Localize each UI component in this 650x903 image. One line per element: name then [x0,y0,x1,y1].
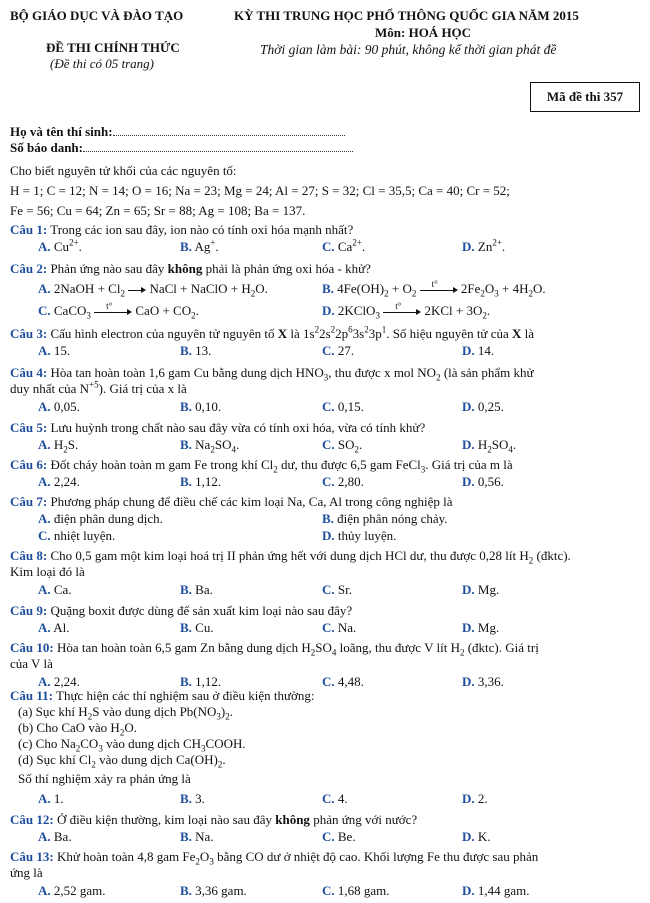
question-5: Câu 5: Lưu huỳnh trong chất nào sau đây vừa có tính oxi hóa, vừa có tính khử? A. $H_2S$. B. $Na_2SO_4$. C. $SO_2$. D. $H_2SO_4$. [10,420,517,455]
question-1: Câu 1: Trong các ion sau đây, ion nào có tính oxi hóa mạnh nhất? A. $Cu^{2+}$. B. Ag+. C. $Ca^{2+}$. D. $Zn^{2+}$. [10,222,506,254]
question-4: Câu 4: Hòa tan hoàn toàn 1,6 gam Cu bằng dung dịch $HNO_3$, thu được x mol $NO_2$ (là sản phẩm khử duy nhất của $N^{+5}$). Giá trị của x là A. 0,05. B. 0,10. C. 0,15. D. 0,25. [10,365,534,414]
option-d: D. 1,44 gam. [462,883,530,898]
option-a: A. 2,24. [38,674,80,689]
option-d: D. 2. [462,791,488,806]
option-c: C. CaCO$_3$ t° CaO + $CO_2$. [38,301,199,321]
option-a: A. Ba. [38,829,72,844]
option-b: B. Ag+. [180,237,219,254]
option-a: A. $Cu^{2+}$. [38,237,82,254]
option-b: B. điện phân nóng chảy. [322,511,448,526]
option-c: C. Be. [322,829,356,844]
exam-time: Thời gian làm bài: 90 phút, không kể thời gian phát đề [260,42,557,57]
experiment-b: (b) Cho CaO vào $H_2O$. [18,720,137,738]
option-b: B. 3. [180,791,205,806]
option-b: B. Cu. [180,620,214,635]
option-c: C. $SO_2$. [322,437,363,455]
option-a: A. điện phân dung dịch. [38,511,163,526]
option-a: A. 1. [38,791,64,806]
exam-subject: Môn: HOÁ HỌC [375,25,472,40]
option-b: B. Ba. [180,582,213,597]
option-d: D. $H_2SO_4$. [462,437,517,455]
exam-title: KỲ THI TRUNG HỌC PHỔ THÔNG QUỐC GIA NĂM 2015 [234,8,579,23]
option-a: A. 2,24. [38,474,80,489]
option-c: C. $Ca^{2+}$. [322,237,366,254]
question-11: Câu 11: Thực hiện các thí nghiệm sau ở điều kiện thường: (a) Sục khí $H_2S$ vào dung dịch $Pb(NO_3)_2$. (b) Cho CaO vào $H_2O$. (c) Cho $Na_2CO_3$ vào dung dịch $CH_3COOH$. (d) Sục khí $Cl_2$ vào dung dịch $Ca(OH)_2$. Số thí nghiệm xảy ra phản ứng là A. 1. B. 3. C. 4. D. 2. [10,688,640,787]
question-8: Câu 8: Cho 0,5 gam một kim loại hoá trị II phản ứng hết với dung dịch HCl dư, thu được 0,28 lít $H_2$ (đktc). Kim loại đó là A. Ca. B. Ba. C. Sr. D. Mg. [10,548,571,597]
option-a: A. 0,05. [38,399,80,414]
question-9: Câu 9: Quặng boxit được dùng để sản xuất kim loại nào sau đây? A. Al. B. Cu. C. Na. D. Mg. [10,603,500,635]
official-label: ĐỀ THI CHÍNH THỨC [46,40,180,55]
option-a: A. $H_2S$. [38,437,79,455]
candidate-id-label: Số báo danh: [10,140,83,155]
candidate-name-line [10,124,345,140]
candidate-name-field[interactable] [113,125,345,136]
question-label: Câu 1: [10,222,48,237]
option-a: A. Ca. [38,582,72,597]
experiment-c: (c) Cho $Na_2CO_3$ vào dung dịch $CH_3COOH$. [18,736,246,754]
question-12: Câu 12: Ở điều kiện thường, kim loại nào sau đây không phản ứng với nước? A. Ba. B. Na. C. Be. D. K. [10,812,491,844]
option-d: D. K. [462,829,491,844]
atomic-mass-line-2: Fe = 56; Cu = 64; Zn = 65; Sr = 88; Ag = 108; Ba = 137. [10,203,306,218]
question-3: Câu 3: Cấu hình electron của nguyên tử nguyên tố X là $1s^22s^22p^63s^23p^1$. Số hiệu nguyên tử của X là A. 15. B. 13. C. 27. D. 14. [10,324,535,358]
question-7: Câu 7: Phương pháp chung để điều chế các kim loại Na, Ca, Al trong công nghiệp là A. điện phân dung dịch. B. điện phân nóng chảy. C. nhiệt luyện. D. thủy luyện. [10,494,453,543]
option-b: B. 1,12. [180,674,222,689]
question-10: Câu 10: Hòa tan hoàn toàn 6,5 gam Zn bằng dung dịch $H_2SO_4$ loãng, thu được V lít $H_2$ (đktc). Giá trị của V là A. 2,24. B. 1,12. C. 4,48. D. 3,36. [10,640,539,689]
option-d: D. Mg. [462,582,500,597]
question-13: Câu 13: Khử hoàn toàn 4,8 gam $Fe_2O_3$ bằng CO dư ở nhiệt độ cao. Khối lượng Fe thu được sau phản ứng là A. 2,52 gam. B. 3,36 gam. C. 1,68 gam. D. 1,44 gam. [10,849,539,898]
option-d: D. 3,36. [462,674,504,689]
candidate-id-line [10,140,353,156]
option-c: C. nhiệt luyện. [38,528,116,543]
option-d: D. Mg. [462,620,500,635]
option-d: D. 0,25. [462,399,504,414]
atomic-mass-intro: Cho biết nguyên tử khối của các nguyên tố: [10,163,237,178]
option-d: D. $Zn^{2+}$. [462,237,506,254]
option-b: B. $Na_2SO_4$. [180,437,240,455]
option-c: C. 4,48. [322,674,364,689]
option-c: C. Sr. [322,582,352,597]
option-b: B. 0,10. [180,399,222,414]
option-d: D. 14. [462,343,495,358]
question-2: Câu 2: Phản ứng nào sau đây không phải là phản ứng oxi hóa - khử? A. 2NaOH + $Cl_2$ NaCl + NaClO + $H_2O$. B. $4Fe(OH)_2 + O_2$ t° $2Fe_2O_3 + 4H_2O$. C. CaCO$_3$ t° CaO + $CO_2$. D. 2KClO$_3$ t° $2KCl + 3O_2$. [10,261,546,321]
page-count: (Đề thi có 05 trang) [50,56,154,71]
option-b: B. Na. [180,829,214,844]
option-c: C. 27. [322,343,355,358]
option-b: B. 3,36 gam. [180,883,247,898]
experiment-a: (a) Sục khí $H_2S$ vào dung dịch $Pb(NO_3)_2$. [18,704,233,722]
option-c: C. 2,80. [322,474,364,489]
option-c: C. 1,68 gam. [322,883,390,898]
exam-code-box: Mã đề thi 357 [530,82,640,112]
option-a: A. 15. [38,343,71,358]
option-c: C. Na. [322,620,357,635]
option-b: B. 13. [180,343,212,358]
candidate-id-field[interactable] [83,141,353,152]
option-d: D. 2KClO$_3$ t° $2KCl + 3O_2$. [322,301,491,321]
option-c: C. 4. [322,791,348,806]
atomic-mass-line-1: H = 1; C = 12; N = 14; O = 16; Na = 23; Mg = 24; Al = 27; S = 32; Cl = 35,5; Ca = 40; Cr = 52; [10,183,510,198]
option-c: C. 0,15. [322,399,364,414]
candidate-name-label: Họ và tên thí sinh: [10,124,113,139]
experiment-d: (d) Sục khí $Cl_2$ vào dung dịch $Ca(OH)_2$. [18,752,226,770]
option-a: A. 2NaOH + $Cl_2$ NaCl + NaClO + $H_2O$. [38,281,268,299]
option-a: A. 2,52 gam. [38,883,106,898]
ministry-name: BỘ GIÁO DỤC VÀ ĐÀO TẠO [10,8,184,23]
option-d: D. 0,56. [462,474,504,489]
question-6: Câu 6: Đốt cháy hoàn toàn m gam Fe trong khí $Cl_2$ dư, thu được 6,5 gam FeCl$_3$. Giá trị của m là A. 2,24. B. 1,12. C. 2,80. D. 0,56. [10,457,513,489]
option-b: B. $4Fe(OH)_2 + O_2$ t° $2Fe_2O_3 + 4H_2O$. [322,279,546,299]
option-b: B. 1,12. [180,474,222,489]
option-a: A. Al. [38,620,70,635]
option-d: D. thủy luyện. [322,528,397,543]
